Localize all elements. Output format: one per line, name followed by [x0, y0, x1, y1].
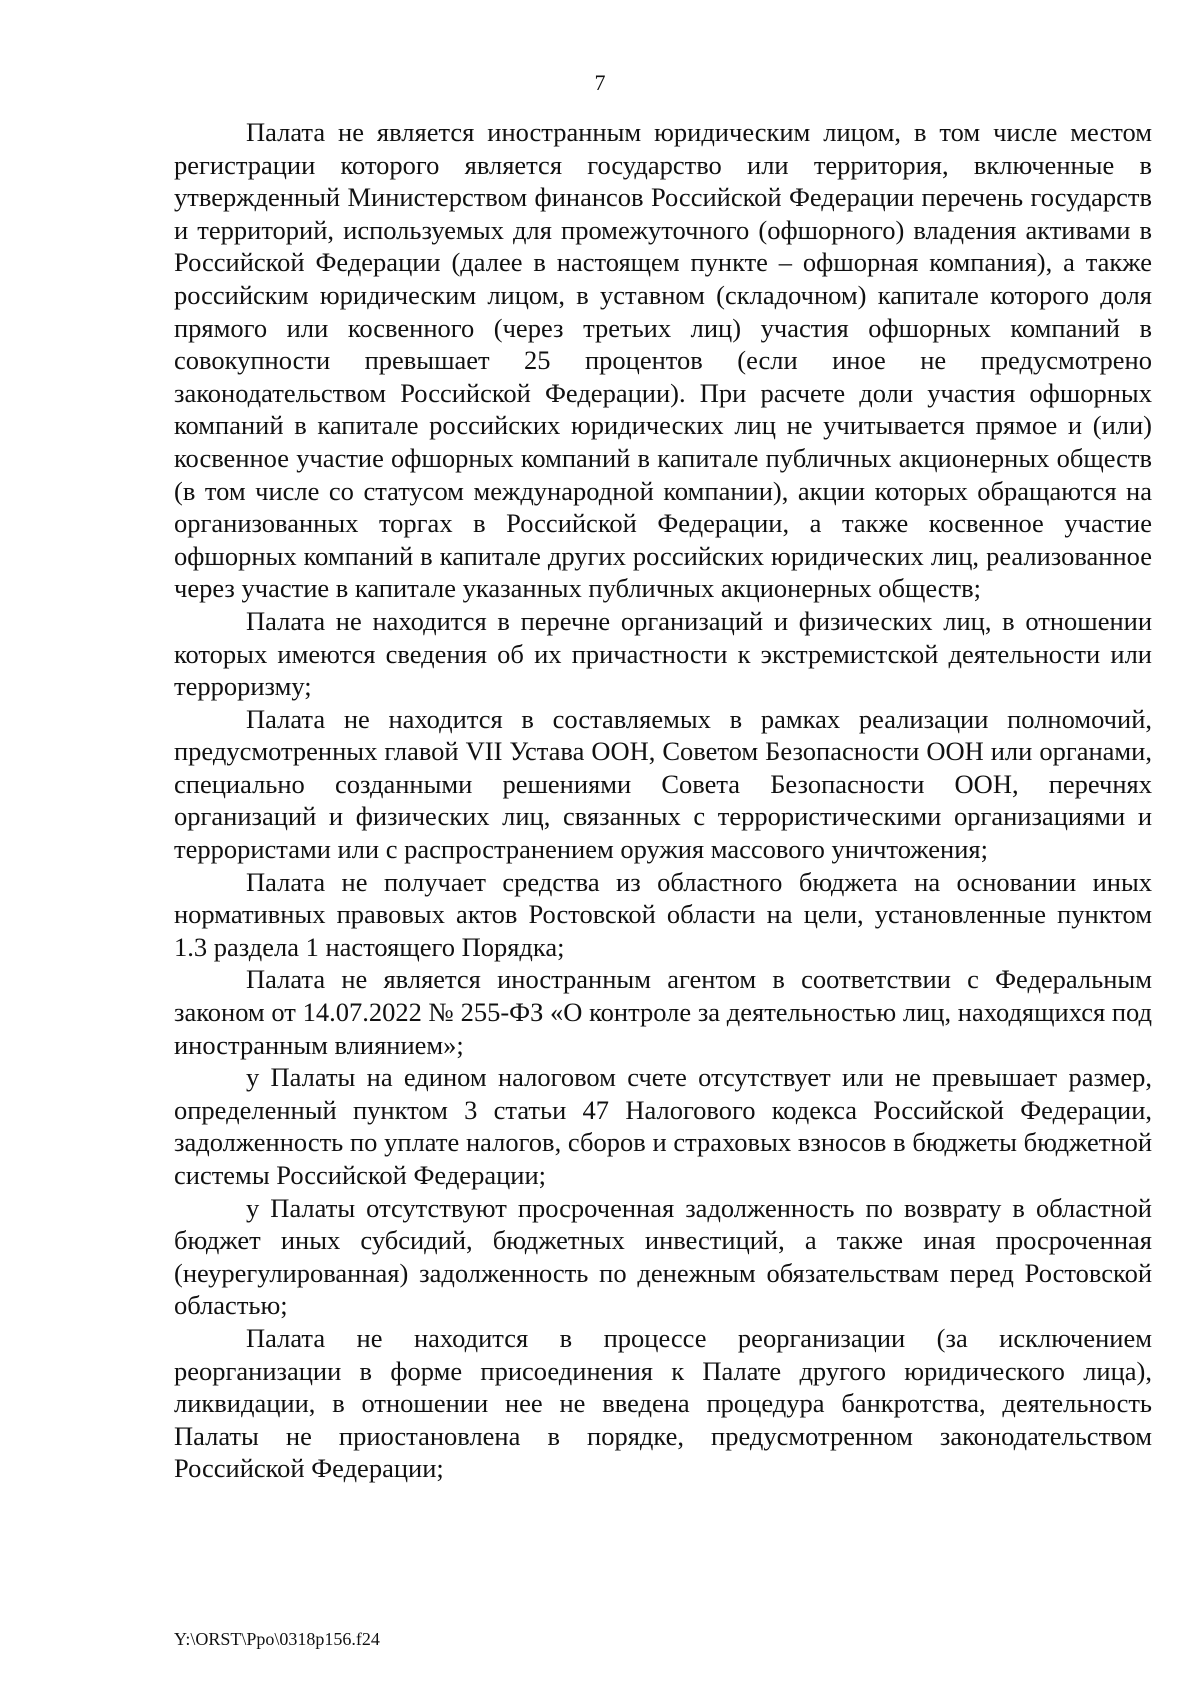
paragraph-reorganization: Палата не находится в процессе реорганизации (за исключением реорганизации в форме присоединения к Палате другого юридического лица), ликвидации, в отношении нее не введена процедура банкротства, деятельность Палаты не приостановлена в порядке, предусмотренном законодательством Российской Федерации;	[174, 1322, 1152, 1484]
document-body	[174, 116, 1152, 1485]
paragraph-overdue-debt: у Палаты отсутствуют просроченная задолженность по возврату в областной бюджет иных субсидий, бюджетных инвестиций, а также иная просроченная (неурегулированная) задолженность по денежным обязательствам перед Ростовской областью;	[174, 1192, 1152, 1321]
footer-file-path: Y:\ORST\Ppo\0318p156.f24	[174, 1629, 380, 1649]
paragraph-tax-debt: у Палаты на едином налоговом счете отсутствует или не превышает размер, определенный пунктом 3 статьи 47 Налогового кодекса Российской Федерации, задолженность по уплате налогов, сборов и страховых взносов в бюджеты бюджетной системы Российской Федерации;	[174, 1062, 1152, 1190]
paragraph-foreign-agent: Палата не является иностранным агентом в соответствии с Федеральным законом от 14.07.2022 № 255-ФЗ «О контроле за деятельностью лиц, находящихся под иностранным влиянием»;	[174, 964, 1152, 1060]
page-number: 7	[594, 70, 606, 95]
paragraph-offshore-status: Палата не является иностранным юридическим лицом, в том числе местом регистрации которого является государство или территория, включенные в утвержденный Министерством финансов Российской Федерации перечень государств и территорий, используемых для промежуточного (офшорного) владения активами в Российской Федерации (далее в настоящем пункте – офшорная компания), а также российским юридическим лицом, в уставном (складочном) капитале которого доля прямого или косвенного (через третьих лиц) участия офшорных компаний в совокупности превышает 25 процентов (если иное не предусмотрено законодательством Российской Федерации). При расчете доли участия офшорных компаний в капитале российских юридических лиц не учитывается прямое и (или) косвенное участие офшорных компаний в капитале публичных акционерных обществ (в том числе со статусом международной компании), акции которых обращаются на организованных торгах в Российской Федерации, а также косвенное участие офшорных компаний в капитале других российских юридических лиц, реализованное через участие в капитале указанных публичных акционерных обществ;	[174, 117, 1152, 604]
paragraph-un-sanctions-list: Палата не находится в составляемых в рамках реализации полномочий, предусмотренных главой VII Устава ООН, Советом Безопасности ООН или органами, специально созданными решениями Совета Безопасности ООН, перечнях организаций и физических лиц, связанных с террористическими организациями и террористами или с распространением оружия массового уничтожения;	[174, 703, 1152, 865]
paragraph-other-funding: Палата не получает средства из областного бюджета на основании иных нормативных правовых актов Ростовской области на цели, установленные пунктом 1.3 раздела 1 настоящего Порядка;	[174, 866, 1152, 962]
paragraph-extremism-list: Палата не находится в перечне организаций и физических лиц, в отношении которых имеются сведения об их причастности к экстремистской деятельности или терроризму;	[174, 605, 1152, 702]
